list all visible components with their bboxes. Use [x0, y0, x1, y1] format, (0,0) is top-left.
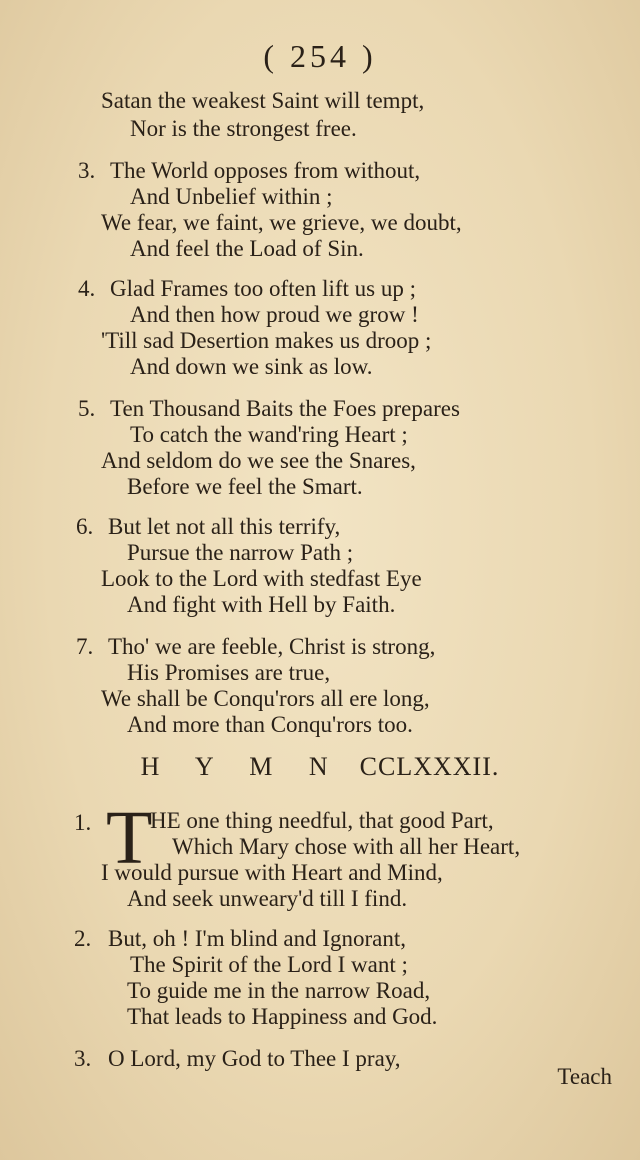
stanza-number: 1.	[74, 810, 92, 835]
stanza-number: 3.	[74, 1046, 92, 1071]
verse-line: But let not all this terrify,	[108, 514, 341, 539]
verse-line: But, oh ! I'm blind and Ignorant,	[108, 926, 406, 951]
verse-line: We shall be Conqu'rors all ere long,	[101, 686, 430, 711]
verse-line: O Lord, my God to Thee I pray,	[108, 1046, 401, 1071]
verse-line: And fight with Hell by Faith.	[127, 592, 396, 617]
verse-line: And then how proud we grow !	[130, 302, 419, 327]
verse-line: His Promises are true,	[127, 660, 331, 685]
verse-line: Glad Frames too often lift us up ;	[110, 276, 416, 301]
verse-line: And seek unweary'd till I find.	[127, 886, 408, 911]
verse-line: Which Mary chose with all her Heart,	[172, 834, 521, 859]
stanza-number: 2.	[74, 926, 92, 951]
verse-line: Tho' we are feeble, Christ is strong,	[108, 634, 436, 659]
stanza-number: 7.	[76, 634, 94, 659]
verse-line: And down we sink as low.	[130, 354, 373, 379]
verse-line: And feel the Load of Sin.	[130, 236, 364, 261]
hymn-heading	[0, 752, 640, 782]
verse-line: HE one thing needful, that good Part,	[150, 808, 494, 833]
verse-line: And seldom do we see the Snares,	[101, 448, 416, 473]
verse-line: To guide me in the narrow Road,	[127, 978, 431, 1003]
verse-line: The World opposes from without,	[110, 158, 421, 183]
stanza-number: 3.	[78, 158, 96, 183]
verse-line: Nor is the strongest free.	[130, 116, 357, 141]
verse-line: That leads to Happiness and God.	[127, 1004, 438, 1029]
verse-line: And more than Conqu'rors too.	[127, 712, 413, 737]
verse-line: Satan the weakest Saint will tempt,	[101, 88, 425, 113]
catchword: Teach	[557, 1064, 612, 1089]
verse-line: Before we feel the Smart.	[127, 474, 363, 499]
verse-line: To catch the wand'ring Heart ;	[130, 422, 408, 447]
verse-line: 'Till sad Desertion makes us droop ;	[101, 328, 432, 353]
verse-line: Ten Thousand Baits the Foes prepares	[110, 396, 460, 421]
verse-line: I would pursue with Heart and Mind,	[101, 860, 443, 885]
verse-line: Pursue the narrow Path ;	[127, 540, 354, 565]
verse-line: And Unbelief within ;	[130, 184, 333, 209]
page-number: ( 254 )	[263, 38, 377, 74]
verse-line: We fear, we faint, we grieve, we doubt,	[101, 210, 462, 235]
verse-line: Look to the Lord with stedfast Eye	[101, 566, 422, 591]
stanza-number: 6.	[76, 514, 94, 539]
stanza-number: 5.	[78, 396, 96, 421]
drop-cap: T	[106, 796, 153, 880]
hymn-word: H Y M N	[140, 752, 330, 781]
stanza-number: 4.	[78, 276, 96, 301]
hymn-numeral: CCLXXXII.	[359, 752, 500, 781]
verse-line: The Spirit of the Lord I want ;	[130, 952, 408, 977]
